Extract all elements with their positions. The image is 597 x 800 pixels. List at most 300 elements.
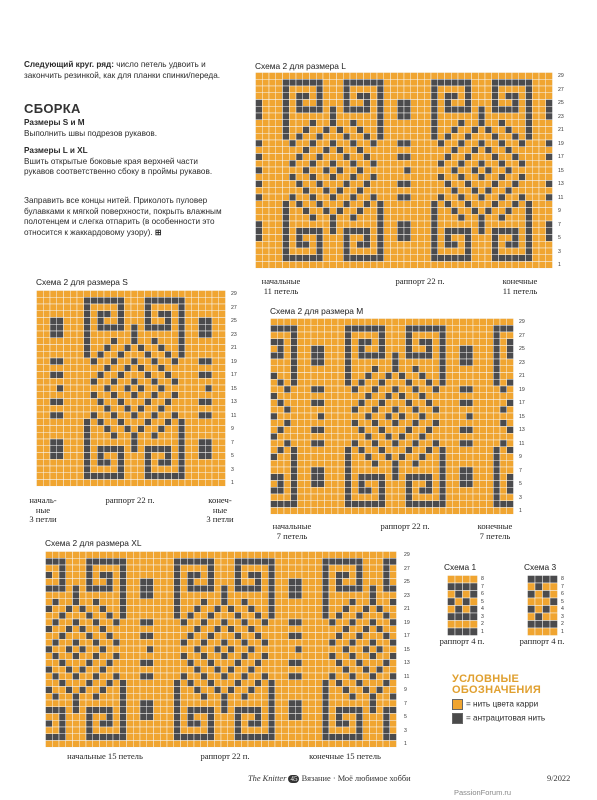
stitch-cell [113,592,120,599]
stitch-cell [269,133,276,140]
stitch-cell [318,440,325,447]
stitch-cell [104,405,111,412]
stitch-cell [219,324,226,331]
stitch-cell [487,339,494,346]
stitch-cell [311,460,318,467]
stitch-cell [192,419,199,426]
stitch-cell [493,508,500,515]
stitch-cell [338,474,345,481]
stitch-cell [151,297,158,304]
stitch-cell [357,181,364,188]
stitch-cell [100,565,107,572]
stitch-cell [140,680,147,687]
finish-text: Заправить все концы нитей. Приколоть пуловер булавками к мягкой поверхности, покрыть влажным полотенцем и слегка отпарить (в особенности это относится к жаккардовому узору). [24,196,222,237]
stitch-cell [199,365,206,372]
stitch-cell [365,440,372,447]
stitch-cell [86,741,93,748]
stitch-cell [97,311,104,318]
stitch-cell [219,378,226,385]
stitch-cell [256,106,263,113]
stitch-cell [133,653,140,660]
stitch-cell [433,393,440,400]
stitch-cell [391,248,398,255]
stitch-cell [185,459,192,466]
stitch-cell [133,599,140,606]
stitch-cell [493,352,500,359]
stitch-cell [391,147,398,154]
stitch-cell [138,453,145,460]
stitch-cell [212,466,219,473]
stitch-cell [349,666,356,673]
stitch-cell [526,79,533,86]
row-number: 3 [481,613,484,620]
stitch-cell [507,467,514,474]
stitch-cell [404,187,411,194]
stitch-cell [248,558,255,565]
stitch-cell [147,565,154,572]
stitch-cell [507,494,514,501]
stitch-cell [493,487,500,494]
stitch-cell [97,439,104,446]
stitch-cell [343,639,350,646]
stitch-cell [43,331,50,338]
stitch-cell [365,386,372,393]
stitch-cell [111,399,118,406]
stitch-cell [46,714,53,721]
stitch-cell [118,399,125,406]
stitch-cell [390,565,397,572]
stitch-cell [399,400,406,407]
stitch-cell [526,127,533,134]
stitch-cell [57,426,64,433]
stitch-cell [331,346,338,353]
stitch-cell [343,687,350,694]
stitch-cell [325,420,332,427]
stitch-cell [208,612,215,619]
stitch-cell [411,93,418,100]
stitch-cell [158,399,165,406]
stitch-cell [73,585,80,592]
stitch-cell [303,73,310,80]
stitch-cell [303,235,310,242]
stitch-cell [460,413,467,420]
stitch-cell [118,318,125,325]
stitch-cell [283,86,290,93]
stitch-cell [330,255,337,262]
stitch-cell [453,366,460,373]
stitch-cell [113,734,120,741]
stitch-cell [465,93,472,100]
stitch-cell [419,366,426,373]
stitch-cell [174,673,181,680]
stitch-cell [304,346,311,353]
stitch-cell [73,673,80,680]
stitch-cell [127,619,134,626]
stitch-cell [478,154,485,161]
stitch-cell [439,325,446,332]
stitch-cell [277,393,284,400]
stitch-cell [64,318,71,325]
stitch-cell [426,494,433,501]
stitch-cell [43,297,50,304]
stitch-cell [194,666,201,673]
stitch-cell [43,378,50,385]
stitch-cell [59,653,66,660]
stitch-cell [370,208,377,215]
stitch-cell [120,579,127,586]
stitch-cell [91,351,98,358]
stitch-cell [205,439,212,446]
stitch-cell [298,373,305,380]
stitch-cell [79,720,86,727]
stitch-cell [199,304,206,311]
stitch-cell [291,487,298,494]
stitch-cell [100,633,107,640]
stitch-cell [318,379,325,386]
stitch-cell [377,140,384,147]
row-number: 19 [519,386,525,393]
stitch-cell [86,720,93,727]
stitch-cell [526,241,533,248]
stitch-cell [390,680,397,687]
stitch-cell [329,606,336,613]
stitch-cell [356,653,363,660]
stitch-cell [383,606,390,613]
stitch-cell [289,106,296,113]
stitch-cell [131,324,138,331]
stitch-cell [336,592,343,599]
stitch-cell [120,741,127,748]
row-number: 1 [481,628,484,635]
stitch-cell [131,331,138,338]
stitch-cell [356,619,363,626]
stitch-cell [194,734,201,741]
stitch-cell [463,621,471,629]
stitch-cell [322,606,329,613]
stitch-cell [304,386,311,393]
stitch-cell [532,113,539,120]
stitch-cell [363,700,370,707]
stitch-cell [466,487,473,494]
stitch-cell [370,201,377,208]
stitch-cell [478,127,485,134]
stitch-cell [370,140,377,147]
stitch-cell [358,487,365,494]
stitch-cell [528,628,536,636]
stitch-cell [352,494,359,501]
stitch-cell [154,734,161,741]
stitch-cell [364,262,371,269]
stitch-cell [131,318,138,325]
stitch-cell [291,400,298,407]
stitch-cell [37,432,44,439]
stitch-cell [316,707,323,714]
stitch-cell [147,741,154,748]
stitch-cell [262,201,269,208]
stitch-cell [201,606,208,613]
stitch-cell [352,366,359,373]
stitch-cell [64,372,71,379]
stitch-cell [419,413,426,420]
stitch-cell [507,508,514,515]
stitch-cell [345,460,352,467]
stitch-cell [181,552,188,559]
stitch-cell [298,379,305,386]
stitch-cell [439,447,446,454]
stitch-cell [370,639,377,646]
stitch-cell [358,494,365,501]
stitch-cell [316,599,323,606]
stitch-cell [66,700,73,707]
stitch-cell [546,167,553,174]
stitch-cell [316,666,323,673]
stitch-cell [140,700,147,707]
stitch-cell [219,473,226,480]
stitch-cell [385,379,392,386]
stitch-cell [446,379,453,386]
stitch-cell [438,127,445,134]
stitch-cell [323,154,330,161]
stitch-cell [338,352,345,359]
stitch-cell [419,386,426,393]
stitch-cell [323,241,330,248]
stitch-cell [282,612,289,619]
stitch-cell [59,680,66,687]
stitch-cell [127,592,134,599]
stitch-cell [343,572,350,579]
stitch-cell [167,592,174,599]
stitch-cell [275,592,282,599]
stitch-cell [412,352,419,359]
stitch-cell [535,576,543,584]
stitch-cell [127,606,134,613]
stitch-cell [424,154,431,161]
stitch-cell [140,660,147,667]
stitch-cell [120,633,127,640]
stitch-cell [460,460,467,467]
stitch-cell [192,446,199,453]
stitch-cell [350,255,357,262]
stitch-cell [310,228,317,235]
stitch-cell [357,228,364,235]
stitch-cell [424,201,431,208]
stitch-cell [262,741,269,748]
stitch-cell [248,680,255,687]
stitch-cell [406,366,413,373]
stitch-cell [349,558,356,565]
stitch-cell [104,426,111,433]
stitch-cell [439,393,446,400]
stitch-cell [118,331,125,338]
stitch-cell [147,579,154,586]
stitch-cell [228,579,235,586]
stitch-cell [255,592,262,599]
stitch-cell [431,120,438,127]
stitch-cell [127,666,134,673]
stitch-cell [492,228,499,235]
stitch-cell [201,693,208,700]
stitch-cell [318,413,325,420]
stitch-cell [302,707,309,714]
stitch-cell [214,714,221,721]
stitch-cell [172,331,179,338]
stitch-cell [310,255,317,262]
stitch-cell [165,405,172,412]
stitch-cell [256,255,263,262]
stitch-cell [465,235,472,242]
stitch-cell [212,453,219,460]
stitch-cell [370,585,377,592]
stitch-cell [492,140,499,147]
stitch-cell [160,572,167,579]
stitch-cell [323,140,330,147]
stitch-cell [445,201,452,208]
stitch-cell [228,572,235,579]
stitch-cell [127,639,134,646]
stitch-cell [165,392,172,399]
stitch-cell [43,338,50,345]
stitch-cell [104,372,111,379]
stitch-cell [93,693,100,700]
stitch-cell [370,127,377,134]
stitch-cell [277,386,284,393]
stitch-cell [392,440,399,447]
stitch-cell [487,325,494,332]
stitch-cell [487,454,494,461]
stitch-cell [465,167,472,174]
stitch-cell [256,160,263,167]
stitch-cell [276,100,283,107]
stitch-cell [376,707,383,714]
stitch-cell [187,572,194,579]
stitch-cell [325,481,332,488]
stitch-cell [201,741,208,748]
stitch-cell [208,727,215,734]
stitch-cell [309,558,316,565]
stitch-cell [291,379,298,386]
stitch-cell [338,487,345,494]
stitch-cell [262,626,269,633]
stitch-cell [221,592,228,599]
stitch-cell [458,133,465,140]
stitch-cell [539,241,546,248]
stitch-cell [399,386,406,393]
stitch-cell [295,680,302,687]
stitch-cell [113,720,120,727]
stitch-cell [365,352,372,359]
stitch-cell [248,633,255,640]
stitch-cell [106,680,113,687]
stitch-cell [356,612,363,619]
stitch-cell [104,378,111,385]
stitch-cell [185,466,192,473]
stitch-cell [325,413,332,420]
stitch-cell [392,406,399,413]
stitch-cell [97,419,104,426]
stitch-cell [337,221,344,228]
stitch-cell [311,427,318,434]
stitch-cell [500,346,507,353]
stitch-cell [256,133,263,140]
stitch-cell [133,741,140,748]
stitch-cell [507,386,514,393]
stitch-cell [140,565,147,572]
stitch-cell [66,585,73,592]
stitch-cell [363,693,370,700]
stitch-cell [106,626,113,633]
stitch-cell [466,481,473,488]
stitch-cell [356,734,363,741]
stitch-cell [411,174,418,181]
stitch-cell [57,351,64,358]
stitch-cell [205,372,212,379]
stitch-cell [221,693,228,700]
stitch-cell [167,687,174,694]
stitch-cell [154,626,161,633]
stitch-cell [50,412,57,419]
row-number: 13 [404,660,410,666]
stitch-cell [384,133,391,140]
stitch-cell [311,440,318,447]
stitch-cell [37,412,44,419]
stitch-cell [453,373,460,380]
stitch-cell [70,338,77,345]
stitch-cell [77,324,84,331]
stitch-cell [208,680,215,687]
stitch-cell [370,592,377,599]
stitch-cell [276,127,283,134]
stitch-cell [453,386,460,393]
stitch-cell [147,714,154,721]
stitch-cell [283,194,290,201]
stitch-cell [256,201,263,208]
stitch-cell [392,359,399,366]
stitch-cell [147,639,154,646]
chart-1-title: Схема 1 [444,562,477,572]
stitch-cell [391,174,398,181]
stitch-cell [419,406,426,413]
stitch-cell [343,619,350,626]
stitch-cell [499,262,506,269]
chart-s-title: Схема 2 для размера S [36,277,128,287]
stitch-cell [283,93,290,100]
stitch-cell [439,508,446,515]
stitch-cell [50,358,57,365]
stitch-cell [97,331,104,338]
stitch-cell [349,606,356,613]
stitch-cell [325,346,332,353]
stitch-cell [113,639,120,646]
stitch-cell [100,680,107,687]
stitch-cell [480,420,487,427]
stitch-cell [284,339,291,346]
anthracite-swatch [452,713,463,724]
stitch-cell [445,208,452,215]
stitch-cell [364,181,371,188]
stitch-cell [201,552,208,559]
stitch-cell [262,208,269,215]
stitch-cell [59,646,66,653]
stitch-cell [385,413,392,420]
stitch-cell [330,241,337,248]
stitch-cell [363,612,370,619]
stitch-cell [309,585,316,592]
stitch-cell [438,214,445,221]
stitch-cell [480,339,487,346]
stitch-cell [463,591,471,599]
stitch-cell [291,373,298,380]
stitch-cell [276,221,283,228]
